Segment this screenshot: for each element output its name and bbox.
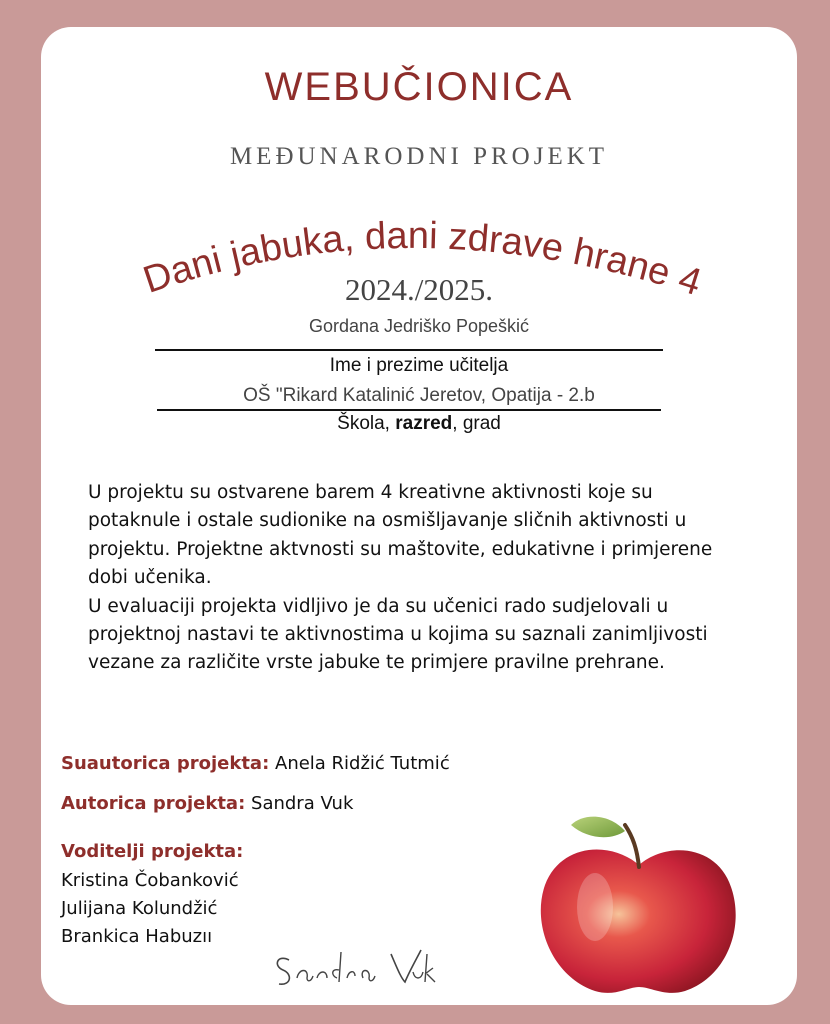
school-label-bold: razred (395, 413, 453, 434)
author-name: Sandra Vuk (251, 793, 354, 814)
coauthor-line (61, 753, 450, 774)
project-title: Dani jabuka, dani zdrave hrane 4 (138, 214, 707, 305)
signature (267, 932, 467, 1002)
school-label (41, 413, 797, 435)
divider-line (157, 409, 661, 411)
school-year: 2024./2025. (344, 272, 494, 307)
coauthor-name: Anela Ridžić Tutmić (275, 753, 450, 774)
paragraph: U projektu su ostvarene barem 4 kreativne aktivnosti koje su potaknule i ostale sudionike na osmišljavanje sličnih aktivnosti u projektu. Projektne aktvnosti su maštovite, edukativne i primjerene dobi učenika. (88, 482, 713, 589)
certificate-card (41, 27, 797, 1005)
leader-name: Kristina Čobanković (61, 870, 239, 891)
teacher-label: Ime i prezime učitelja (329, 355, 509, 376)
body-text (88, 479, 748, 678)
coauthor-role: Suautorica projekta: (61, 753, 270, 774)
leader-name: Brankica Habuzıı (61, 926, 213, 947)
school-label-text: , grad (452, 413, 501, 434)
brand-title: WEBUČIONICA (264, 65, 574, 109)
subtitle: MEĐUNARODNI PROJEKT (229, 143, 609, 170)
apple-icon (531, 787, 746, 997)
divider-line (155, 349, 663, 351)
school-label-text: Škola, (337, 413, 396, 434)
paragraph: U evaluaciji projekta vidljivo je da su učenici rado sudjelovali u projektnoj nastavi te aktivnostima u kojima su saznali zanimljivosti vezane za različite vrste jabuke te primjere pravilne prehrane. (88, 595, 708, 674)
leaders-role: Voditelji projekta: (61, 841, 244, 862)
author-line (61, 793, 353, 814)
author-role: Autorica projekta: (61, 793, 246, 814)
leader-name: Julijana Kolundžić (61, 898, 218, 919)
leaders-heading (61, 841, 243, 862)
teacher-name: Gordana Jedriško Popeškić (308, 316, 530, 336)
school-name: OŠ "Rikard Katalinić Jeretov, Opatija - 2.b (243, 385, 595, 406)
